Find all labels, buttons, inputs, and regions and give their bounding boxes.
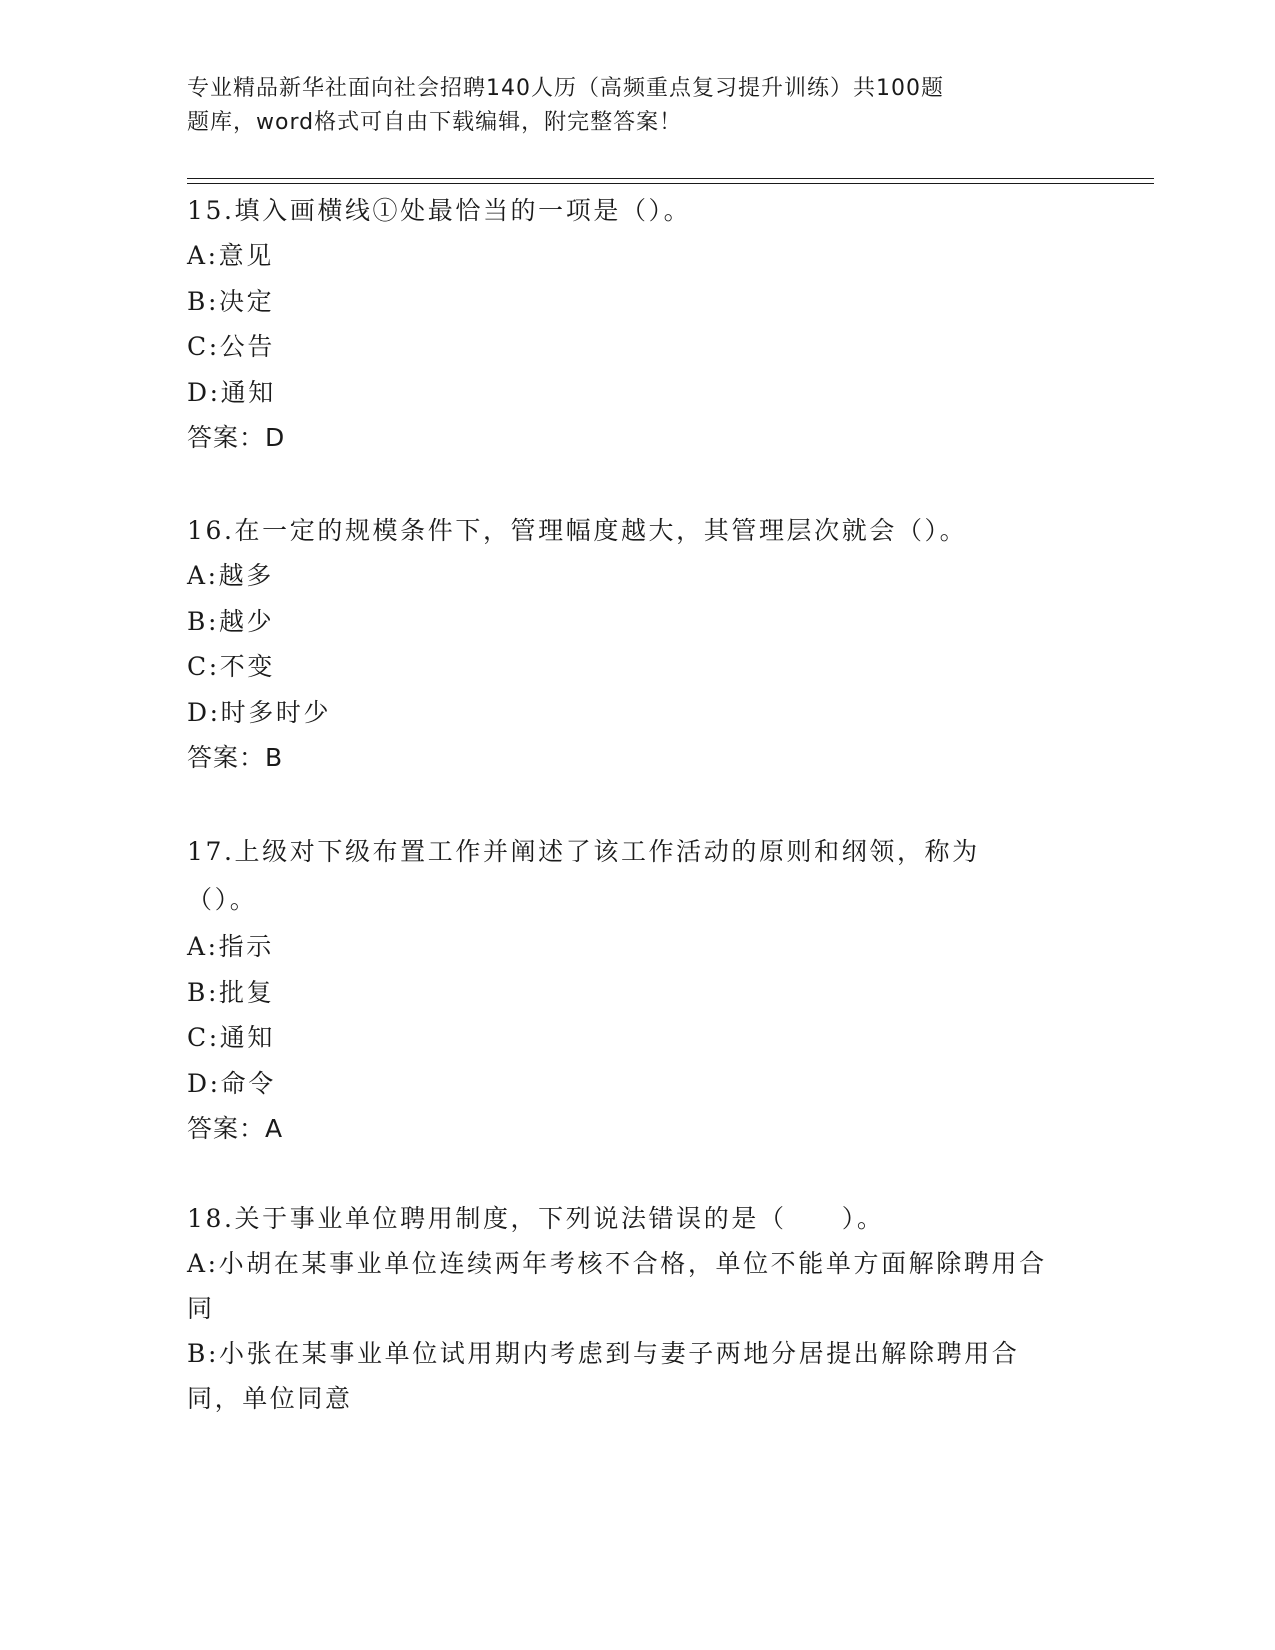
option-b: B:批复 [187,977,275,1007]
option-d: D:命令 [187,1068,276,1098]
option-b: B:越少 [187,606,275,636]
header-title-line2: 题库，word格式可自由下载编辑，附完整答案！ [187,110,683,135]
question-text: 18.关于事业单位聘用制度，下列说法错误的是（ ）。 [187,1204,885,1233]
spacer [187,461,1087,508]
option-b: B:小张在某事业单位试用期内考虑到与妻子两地分居提出解除聘用合同，单位同意 [187,1339,1020,1413]
answer-line: 答案：D [187,423,286,452]
question-text: 17.上级对下级布置工作并阐述了该工作活动的原则和纲领，称为（）。 [187,837,980,914]
option-a: A:越多 [187,561,274,590]
option-a: A:指示 [187,932,274,961]
question-17 [187,828,1087,1152]
question-list [187,188,1087,1421]
question-16 [187,508,1087,781]
option-a: A:意见 [187,241,274,270]
answer-line: 答案：B [187,743,284,772]
option-b: B:决定 [187,286,275,316]
header-title-line1: 专业精品新华社面向社会招聘140人历（高频重点复习提升训练）共100题 [187,76,944,101]
option-d: D:时多时少 [187,697,332,727]
answer-line: 答案：A [187,1114,284,1143]
document-header [187,72,1047,140]
question-text: 15.填入画横线①处最恰当的一项是（）。 [187,196,692,225]
header-divider-bottom [187,183,1154,184]
spacer [187,1152,1087,1196]
option-c: C:通知 [187,1023,275,1052]
question-text: 16.在一定的规模条件下，管理幅度越大，其管理层次就会（）。 [187,516,968,545]
option-c: C:公告 [187,332,275,361]
question-15 [187,188,1087,461]
option-a: A:小胡在某事业单位连续两年考核不合格，单位不能单方面解除聘用合同 [187,1249,1047,1323]
question-18 [187,1196,1087,1421]
spacer [187,781,1087,828]
option-c: C:不变 [187,652,275,681]
header-divider-top [187,178,1154,179]
option-d: D:通知 [187,377,276,407]
